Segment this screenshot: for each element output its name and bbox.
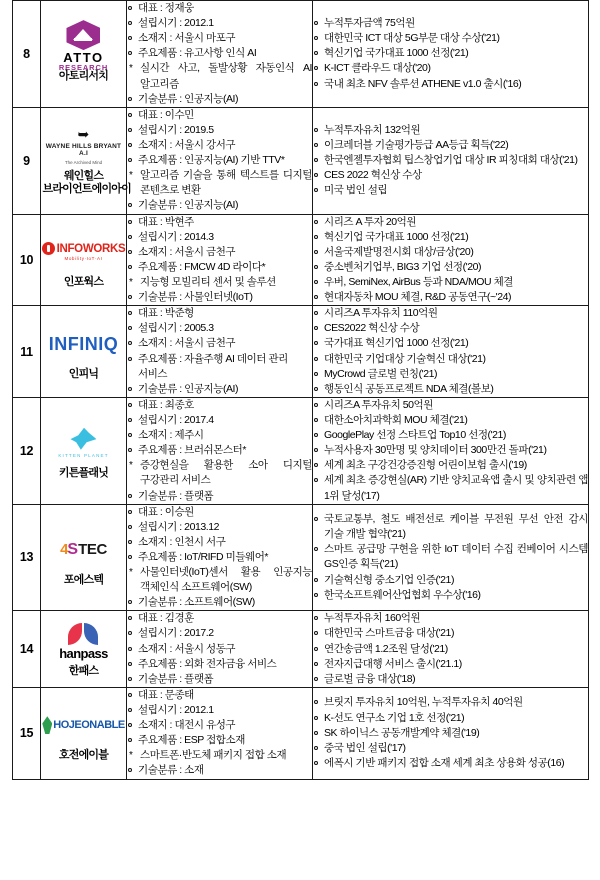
list-item: 대표 : 최종호 xyxy=(127,398,312,413)
list-item: 브릿지 투자유치 10억원, 누적투자유치 40억원 xyxy=(313,695,588,710)
row-number-cell: 14 xyxy=(13,611,41,688)
list-item: 소재지 : 인천시 서구 xyxy=(127,535,312,550)
company-info-list xyxy=(127,505,312,611)
list-item: 대한민국 기업대상 기술혁신 대상('21) xyxy=(313,352,588,367)
list-item: 스마트 공급망 구현을 위한 IoT 데이터 수집 컨베이어 시스템 GS인증 획득('21) xyxy=(313,542,588,572)
hojeonable-leaf-icon xyxy=(42,716,52,734)
list-item: 국토교통부, 철도 배전선로 케이블 무전원 무선 안전 감시 기술 개발 협약('21) xyxy=(313,512,588,542)
company-achievements-cell xyxy=(313,504,589,611)
table-body xyxy=(13,1,589,780)
infiniq-wordmark: INFINIQ xyxy=(48,333,119,354)
hanpass-wordmark: hanpass xyxy=(59,645,108,661)
company-logo-cell xyxy=(41,306,127,398)
hanpass-logo-icon xyxy=(59,620,108,662)
list-item: 서울국제발명전시회 대상/금상('20) xyxy=(313,245,588,260)
list-item: * 실시간 사고, 돌발상황 자동인식 AI 알고리즘 xyxy=(127,61,312,91)
company-name: 인피닉 xyxy=(68,367,99,380)
company-achievements-cell xyxy=(313,687,589,779)
table-row xyxy=(13,1,589,108)
company-achievements-list xyxy=(313,306,588,397)
list-item: 세계 최초 구강건강증진형 어린이보험 출시('19) xyxy=(313,458,588,473)
list-item: 중소벤처기업부, BIG3 기업 선정('20) xyxy=(313,260,588,275)
company-info-list xyxy=(127,1,312,107)
company-info-list xyxy=(127,611,312,687)
atto-wordmark: ATTO xyxy=(63,50,104,66)
list-item: 대표 : 이승원 xyxy=(127,505,312,520)
list-item: 누적투자유치 132억원 xyxy=(313,123,588,138)
table-row xyxy=(13,504,589,611)
list-item: 대표 : 박준형 xyxy=(127,306,312,321)
list-item: 현대자동차 MOU 체결, R&D 공동연구(~'24) xyxy=(313,290,588,305)
list-item: 혁신기업 국가대표 1000 선정('21) xyxy=(313,230,588,245)
company-name: 키튼플래닛 xyxy=(58,466,109,479)
list-item: 대한민국 ICT 대상 5G부문 대상 수상('21) xyxy=(313,31,588,46)
list-item: 기술분류 : 소재 xyxy=(127,763,312,778)
company-achievements-cell xyxy=(313,306,589,398)
company-info-list xyxy=(127,688,312,779)
company-logo-cell xyxy=(41,1,127,108)
company-achievements-list xyxy=(313,611,588,687)
row-number-cell: 15 xyxy=(13,687,41,779)
list-item: 시리즈 A 투자 20억원 xyxy=(313,215,588,230)
company-achievements-list xyxy=(313,215,588,306)
list-item: 한국소프트웨어산업협회 우수상('16) xyxy=(313,588,588,603)
wayne-hills-bryant-logo-icon xyxy=(41,125,126,167)
list-item: SK 하이닉스 공동개발계약 체결('19) xyxy=(313,726,588,741)
list-item: 설립시기 : 2017.4 xyxy=(127,413,312,428)
list-item: 시리즈A 투자유치 110억원 xyxy=(313,306,588,321)
company-name: 포에스텍 xyxy=(63,573,104,586)
list-item: GooglePlay 선정 스타트업 Top10 선정('21) xyxy=(313,428,588,443)
atto-subwordmark: RESEARCH xyxy=(58,63,109,73)
kitten-wordmark: KITTEN PLANET xyxy=(58,452,109,458)
list-item: 대표 : 이수민 xyxy=(127,108,312,123)
list-item: CES2022 혁신상 수상 xyxy=(313,321,588,336)
row-number-cell: 8 xyxy=(13,1,41,108)
company-achievements-cell xyxy=(313,214,589,306)
list-item: 대표 : 김경훈 xyxy=(127,611,312,626)
list-item: 설립시기 : 2019.5 xyxy=(127,123,312,138)
list-item: 기술분류 : 플랫폼 xyxy=(127,672,312,687)
company-achievements-cell xyxy=(313,1,589,108)
list-item: 설립시기 : 2013.12 xyxy=(127,520,312,535)
company-name: 인포웍스 xyxy=(63,275,104,288)
list-item: 설립시기 : 2014.3 xyxy=(127,230,312,245)
company-info-cell xyxy=(127,504,313,611)
list-item: 전자지급대행 서비스 출시('21.1) xyxy=(313,657,588,672)
company-achievements-list xyxy=(313,123,588,199)
list-item: 주요제품 : 외화 전자금융 서비스 xyxy=(127,657,312,672)
list-item: 주요제품 : 유고사항 인식 AI xyxy=(127,46,312,61)
list-item: * 지능형 모빌리티 센서 및 솔루션 xyxy=(127,275,312,290)
list-item: K-ICT 클라우드 대상('20) xyxy=(313,61,588,76)
list-item: 소재지 : 제주시 xyxy=(127,428,312,443)
list-item: 대표 : 정재웅 xyxy=(127,1,312,16)
list-item: 소재지 : 서울시 마포구 xyxy=(127,31,312,46)
table-row xyxy=(13,611,589,688)
list-item: 미국 법인 설립 xyxy=(313,183,588,198)
company-achievements-list xyxy=(313,16,588,92)
row-number-cell: 13 xyxy=(13,504,41,611)
company-info-cell xyxy=(127,214,313,306)
infoworks-tagline: Mobility·IoT·AI xyxy=(64,256,103,262)
list-item: 주요제품 : 브러쉬몬스터* xyxy=(127,443,312,458)
list-item: 글로벌 금융 대상('18) xyxy=(313,672,588,687)
list-item: 주요제품 : FMCW 4D 라이다* xyxy=(127,260,312,275)
company-info-cell xyxy=(127,397,313,504)
list-item: 대한소아치과학회 MOU 체결('21) xyxy=(313,413,588,428)
list-item: K-선도 연구소 기업 1호 선정('21) xyxy=(313,711,588,726)
company-logo-cell xyxy=(41,504,127,611)
wayne-wordmark: WAYNE HILLS BRYANT A.I xyxy=(45,143,122,158)
stec-four-mark: 4 xyxy=(60,541,69,558)
table-row xyxy=(13,397,589,504)
company-name: 한패스 xyxy=(68,665,99,678)
list-item: 행동인식 공동프로젝트 NDA 체결(볼보) xyxy=(313,382,588,397)
company-info-cell xyxy=(127,611,313,688)
hojeonable-wordmark: HOJEONABLE xyxy=(53,719,125,732)
list-item: 세계 최초 증강현실(AR) 기반 양치교육앱 출시 및 양치관련 앱 1위 달성('17) xyxy=(313,473,588,503)
list-item: 주요제품 : IoT/RIFD 미들웨어* xyxy=(127,550,312,565)
list-item: 기술분류 : 인공지능(AI) xyxy=(127,382,312,397)
list-item: 대표 : 박현주 xyxy=(127,215,312,230)
row-number-cell: 12 xyxy=(13,397,41,504)
company-info-list xyxy=(127,108,312,214)
list-item: 기술분류 : 사물인터넷(IoT) xyxy=(127,290,312,305)
hojeonable-logo-icon xyxy=(42,704,124,746)
list-item: * 알고리즘 기술을 통해 텍스트를 디지털 콘텐츠로 변환 xyxy=(127,168,312,198)
list-item: 소재지 : 서울시 금천구 xyxy=(127,336,312,351)
infiniq-logo-icon xyxy=(49,323,119,365)
company-logo-cell xyxy=(41,687,127,779)
company-achievements-cell xyxy=(313,611,589,688)
company-name: 웨인힐스 브라이언트에이아이 xyxy=(42,170,131,196)
list-item: MyCrowd 글로벌 런칭('21) xyxy=(313,367,588,382)
list-item: 국가대표 혁신기업 1000 선정('21) xyxy=(313,336,588,351)
table-row xyxy=(13,214,589,306)
row-number-cell: 10 xyxy=(13,214,41,306)
company-info-list xyxy=(127,398,312,504)
list-item: 소재지 : 대전시 유성구 xyxy=(127,718,312,733)
table-row xyxy=(13,687,589,779)
company-logo-cell xyxy=(41,107,131,214)
company-logo-cell xyxy=(41,611,127,688)
row-number-cell: 11 xyxy=(13,306,41,398)
list-item: 국내 최초 NFV 솔루션 ATHENE v1.0 출시('16) xyxy=(313,77,588,92)
list-item: 소재지 : 서울시 강서구 xyxy=(127,138,312,153)
company-info-list xyxy=(127,306,312,397)
list-item: 주요제품 : 자율주행 AI 데이터 관리 서비스 xyxy=(127,352,312,382)
list-item: 한국엔젤투자협회 팁스창업기업 대상 IR 피칭대회 대상('21) xyxy=(313,153,588,168)
company-name: 아토리서치 xyxy=(58,69,109,82)
infoworks-logo-icon xyxy=(42,231,126,273)
kitten-planet-logo-icon xyxy=(58,422,108,464)
list-item: 누적투자금액 75억원 xyxy=(313,16,588,31)
company-achievements-list xyxy=(313,695,588,771)
list-item: 기술분류 : 플랫폼 xyxy=(127,489,312,504)
company-name: 호전에이블 xyxy=(58,749,109,762)
list-item: 기술혁신형 중소기업 인증('21) xyxy=(313,573,588,588)
list-item: 누적투자유치 160억원 xyxy=(313,611,588,626)
atto-hexagon-icon xyxy=(66,20,100,50)
infoworks-dot-icon xyxy=(42,242,55,255)
list-item: 혁신기업 국가대표 1000 선정('21) xyxy=(313,46,588,61)
list-item: 중국 법인 설립('17) xyxy=(313,741,588,756)
list-item: * 사물인터넷(IoT)센서 활용 인공지능 객체인식 소프트웨어(SW) xyxy=(127,565,312,595)
list-item: 주요제품 : ESP 접합소재 xyxy=(127,733,312,748)
list-item: 대한민국 스마트금융 대상('21) xyxy=(313,626,588,641)
company-info-cell xyxy=(127,1,313,108)
list-item: 설립시기 : 2012.1 xyxy=(127,16,312,31)
company-achievements-cell xyxy=(313,107,589,214)
list-item: 기술분류 : 인공지능(AI) xyxy=(127,198,312,213)
company-achievements-list xyxy=(313,512,588,603)
stec-s-mark: S xyxy=(67,540,79,558)
list-item: 시리즈A 투자유치 50억원 xyxy=(313,398,588,413)
company-info-cell xyxy=(127,687,313,779)
list-item: * 증강현실을 활용한 소아 디지털 구강관리 서비스 xyxy=(127,458,312,488)
list-item: 설립시기 : 2005.3 xyxy=(127,321,312,336)
list-item: 이크레더블 기술평가등급 AA등급 획득('22) xyxy=(313,138,588,153)
stec-wordmark: TEC xyxy=(78,541,107,558)
list-item: 우버, SemiNex, AirBus 등과 NDA/MOU 체결 xyxy=(313,275,588,290)
list-item: 주요제품 : 인공지능(AI) 기반 TTV* xyxy=(127,153,312,168)
list-item: 기술분류 : 소프트웨어(SW) xyxy=(127,595,312,610)
list-item: CES 2022 혁신상 수상 xyxy=(313,168,588,183)
list-item: 설립시기 : 2017.2 xyxy=(127,626,312,641)
company-logo-cell xyxy=(41,397,127,504)
list-item: * 스마트폰·반도체 패키지 접합 소재 xyxy=(127,748,312,763)
company-info-cell xyxy=(127,107,313,214)
atto-research-logo-icon xyxy=(58,25,109,73)
company-logo-cell xyxy=(41,214,127,306)
wayne-tagline: The Archived Mind xyxy=(64,159,103,165)
company-info-list xyxy=(127,215,312,306)
list-item: 대표 : 문종태 xyxy=(127,688,312,703)
list-item: 소재지 : 서울시 성동구 xyxy=(127,642,312,657)
table-row xyxy=(13,107,589,214)
list-item: 누적사용자 30만명 및 양치데이터 300만건 돌파('21) xyxy=(313,443,588,458)
list-item: 소재지 : 서울시 금천구 xyxy=(127,245,312,260)
list-item: 설립시기 : 2012.1 xyxy=(127,703,312,718)
table-row xyxy=(13,306,589,398)
fourstec-logo-icon xyxy=(60,529,107,571)
list-item: 기술분류 : 인공지능(AI) xyxy=(127,92,312,107)
wayne-brush-icon: ➥ xyxy=(76,126,91,143)
company-achievements-list xyxy=(313,398,588,504)
company-info-cell xyxy=(127,306,313,398)
list-item: 에폭시 기반 패키지 접합 소재 세계 최초 상용화 성공(16) xyxy=(313,756,588,771)
company-directory-table xyxy=(12,0,589,780)
infoworks-wordmark: INFOWORKS xyxy=(56,242,126,255)
list-item: 연간송금액 1.2조원 달성('21) xyxy=(313,642,588,657)
hanpass-swirl-icon xyxy=(68,623,98,645)
kitten-cat-icon xyxy=(70,428,96,450)
row-number-cell: 9 xyxy=(13,107,41,214)
company-achievements-cell xyxy=(313,397,589,504)
